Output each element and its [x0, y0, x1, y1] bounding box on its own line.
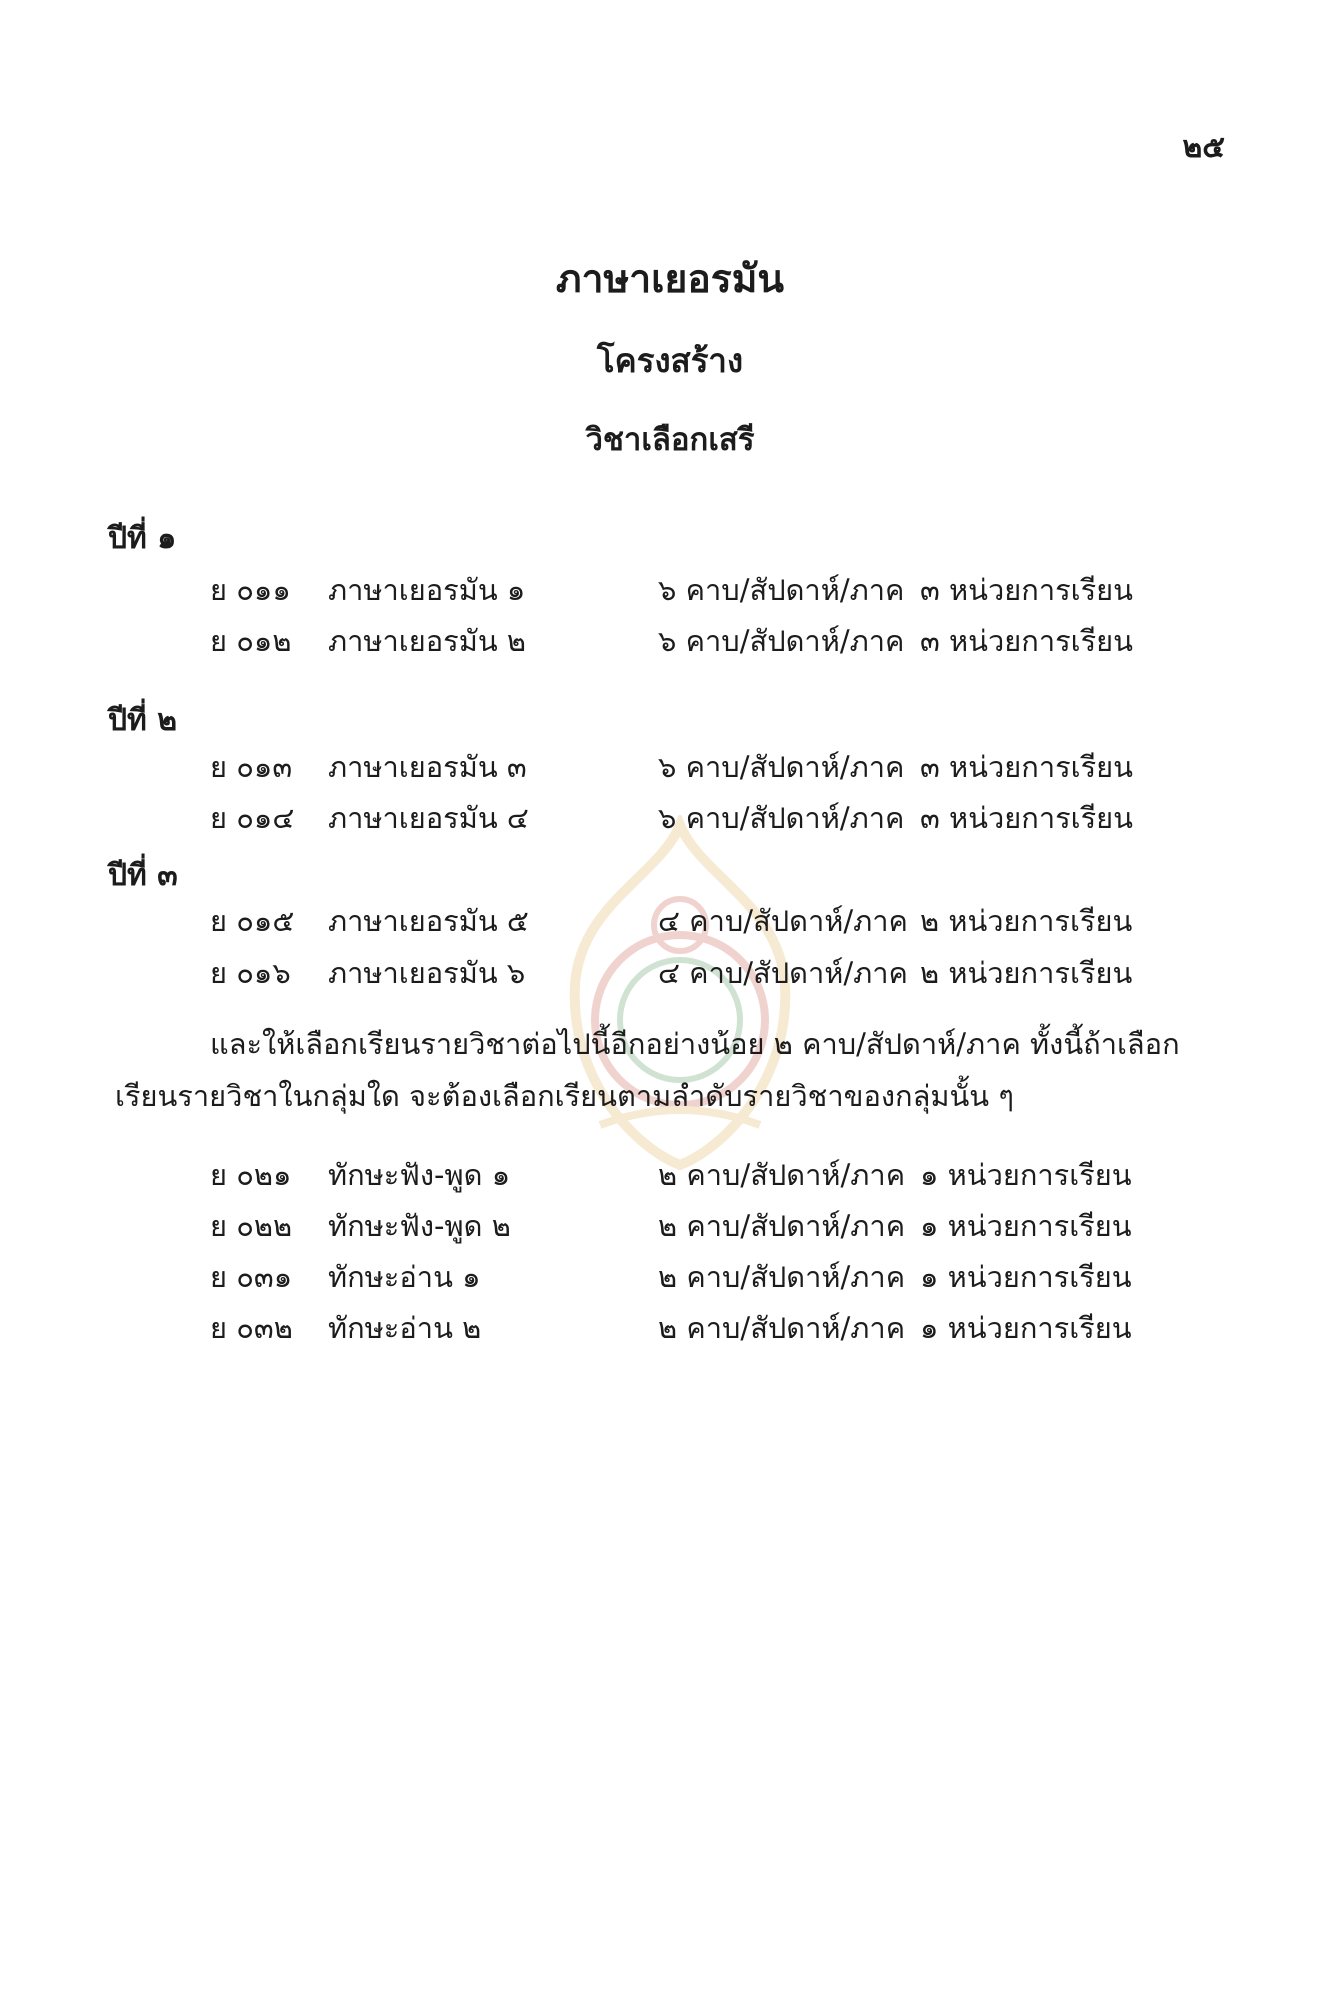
course-name: ภาษาเยอรมัน ๖: [328, 956, 526, 990]
section-heading: วิชาเลือกเสรี: [585, 422, 755, 458]
course-row: [210, 618, 1150, 662]
course-name: ภาษาเยอรมัน ๔: [328, 801, 529, 835]
course-name: ทักษะอ่าน ๑: [328, 1260, 481, 1294]
subtitle: โครงสร้าง: [596, 341, 744, 380]
course-code: ย ๐๑๒: [210, 624, 292, 658]
note-line-1: และให้เลือกเรียนรายวิชาต่อไปนี้อีกอย่างน้อย ๒ คาบ/สัปดาห์/ภาค ทั้งนี้ถ้าเลือก: [210, 1027, 1180, 1061]
course-code: ย ๐๒๒: [210, 1209, 293, 1243]
course-hours: ๖ คาบ/สัปดาห์/ภาค: [658, 624, 905, 658]
course-units: ๑ หน่วยการเรียน: [920, 1311, 1132, 1345]
year-heading: ปีที่ ๒: [108, 703, 178, 738]
course-name: ทักษะอ่าน ๒: [328, 1311, 482, 1345]
course-row: [210, 567, 1150, 611]
elective-note: [115, 1018, 1235, 1122]
course-units: ๒ หน่วยการเรียน: [920, 904, 1133, 938]
course-hours: ๖ คาบ/สัปดาห์/ภาค: [658, 750, 905, 784]
course-name: ภาษาเยอรมัน ๑: [328, 573, 526, 607]
note-line-2: เรียนรายวิชาในกลุ่มใด จะต้องเลือกเรียนตามลำดับรายวิชาของกลุ่มนั้น ๆ: [115, 1079, 1014, 1113]
course-units: ๑ หน่วยการเรียน: [920, 1260, 1132, 1294]
course-code: ย ๐๑๔: [210, 801, 295, 835]
course-units: ๑ หน่วยการเรียน: [920, 1209, 1132, 1243]
course-code: ย ๐๑๖: [210, 956, 291, 990]
page-title: ภาษาเยอรมัน: [555, 257, 785, 302]
course-hours: ๒ คาบ/สัปดาห์/ภาค: [658, 1260, 906, 1294]
course-hours: ๖ คาบ/สัปดาห์/ภาค: [658, 573, 905, 607]
course-code: ย ๐๓๒: [210, 1311, 293, 1345]
course-row: [210, 1203, 1150, 1247]
course-hours: ๖ คาบ/สัปดาห์/ภาค: [658, 801, 905, 835]
course-row: [210, 1305, 1150, 1349]
course-row: [210, 744, 1150, 788]
course-code: ย ๐๓๑: [210, 1260, 293, 1294]
course-row: [210, 1254, 1150, 1298]
page-number: ๒๕: [1182, 130, 1225, 165]
course-code: ย ๐๑๑: [210, 573, 291, 607]
course-units: ๓ หน่วยการเรียน: [920, 573, 1133, 607]
course-hours: ๒ คาบ/สัปดาห์/ภาค: [658, 1209, 906, 1243]
course-units: ๓ หน่วยการเรียน: [920, 801, 1133, 835]
year-heading: ปีที่ ๓: [108, 858, 178, 893]
course-code: ย ๐๒๑: [210, 1158, 292, 1192]
course-units: ๓ หน่วยการเรียน: [920, 750, 1133, 784]
course-name: ภาษาเยอรมัน ๓: [328, 750, 527, 784]
course-hours: ๒ คาบ/สัปดาห์/ภาค: [658, 1158, 906, 1192]
course-units: ๑ หน่วยการเรียน: [920, 1158, 1132, 1192]
course-row: [210, 898, 1150, 942]
course-code: ย ๐๑๕: [210, 904, 295, 938]
year-heading: ปีที่ ๑: [108, 521, 177, 556]
course-code: ย ๐๑๓: [210, 750, 293, 784]
course-row: [210, 950, 1150, 994]
course-hours: ๒ คาบ/สัปดาห์/ภาค: [658, 1311, 906, 1345]
course-row: [210, 795, 1150, 839]
course-units: ๒ หน่วยการเรียน: [920, 956, 1133, 990]
course-name: ทักษะฟัง-พูด ๒: [328, 1209, 511, 1243]
course-name: ภาษาเยอรมัน ๒: [328, 624, 526, 658]
course-hours: ๔ คาบ/สัปดาห์/ภาค: [658, 956, 908, 990]
course-name: ทักษะฟัง-พูด ๑: [328, 1158, 511, 1192]
course-units: ๓ หน่วยการเรียน: [920, 624, 1133, 658]
course-hours: ๔ คาบ/สัปดาห์/ภาค: [658, 904, 908, 938]
course-name: ภาษาเยอรมัน ๕: [328, 904, 529, 938]
course-row: [210, 1152, 1150, 1196]
